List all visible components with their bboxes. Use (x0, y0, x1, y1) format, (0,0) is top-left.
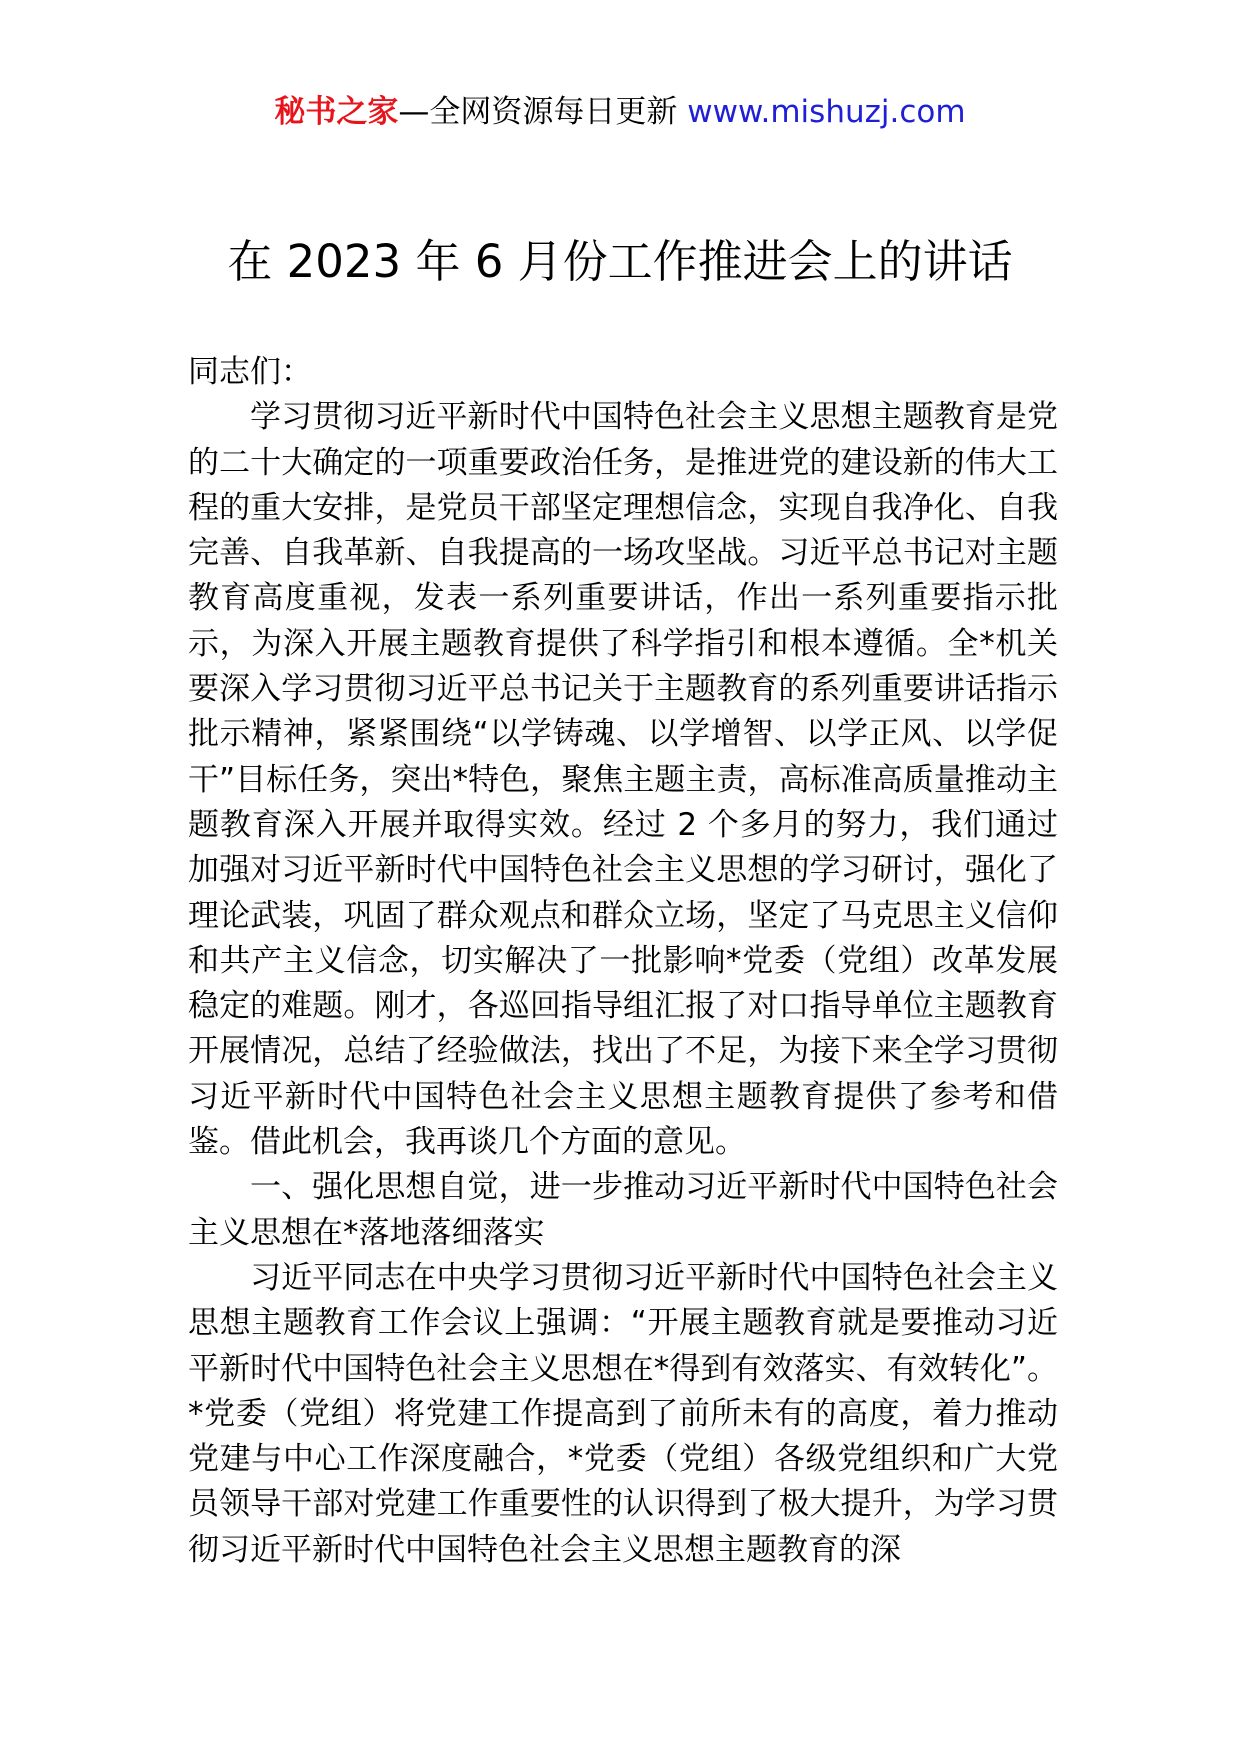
section-heading-1: 一、强化思想自觉，进一步推动习近平新时代中国特色社会主义思想在*落地落细落实 (188, 1169, 1058, 1251)
document-body (188, 350, 1058, 1573)
site-tagline: —全网资源每日更新 (398, 94, 688, 130)
site-brand: 秘书之家 (274, 94, 399, 130)
paragraph-section-1: 习近平同志在中央学习贯彻习近平新时代中国特色社会主义思想主题教育工作会议上强调：“开展主题教育就是要推动习近平新时代中国特色社会主义思想在*得到有效落实、有效转化”。*党委（党组）将党建工作提高到了前所未有的高度，着力推动党建与中心工作深度融合，*党委（党组）各级党组织和广大党员领导干部对党建工作重要性的认识得到了极大提升，为学习贯彻习近平新时代中国特色社会主义思想主题教育的深 (188, 1259, 1058, 1568)
salutation: 同志们： (188, 354, 312, 390)
site-header (0, 92, 1240, 132)
site-url-link[interactable]: www.mishuzj.com (687, 94, 966, 130)
document-title: 在 2023 年 6 月份工作推进会上的讲话 (227, 235, 1013, 288)
paragraph-intro: 学习贯彻习近平新时代中国特色社会主义思想主题教育是党的二十大确定的一项重要政治任务，是推进党的建设新的伟大工程的重大安排，是党员干部坚定理想信念，实现自我净化、自我完善、自我革新、自我提高的一场攻坚战。习近平总书记对主题教育高度重视，发表一系列重要讲话，作出一系列重要指示批示，为深入开展主题教育提供了科学指引和根本遵循。全*机关要深入学习贯彻习近平总书记关于主题教育的系列重要讲话指示批示精神，紧紧围绕“以学铸魂、以学增智、以学正风、以学促干”目标任务，突出*特色，聚焦主题主责，高标准高质量推动主题教育深入开展并取得实效。经过 2 个多月的努力，我们通过加强对习近平新时代中国特色社会主义思想的学习研讨，强化了理论武装，巩固了群众观点和群众立场，坚定了马克思主义信仰和共产主义信念，切实解决了一批影响*党委（党组）改革发展稳定的难题。刚才，各巡回指导组汇报了对口指导单位主题教育开展情况，总结了经验做法，找出了不足，为接下来全学习贯彻习近平新时代中国特色社会主义思想主题教育提供了参考和借鉴。借此机会，我再谈几个方面的意见。 (188, 399, 1058, 1161)
